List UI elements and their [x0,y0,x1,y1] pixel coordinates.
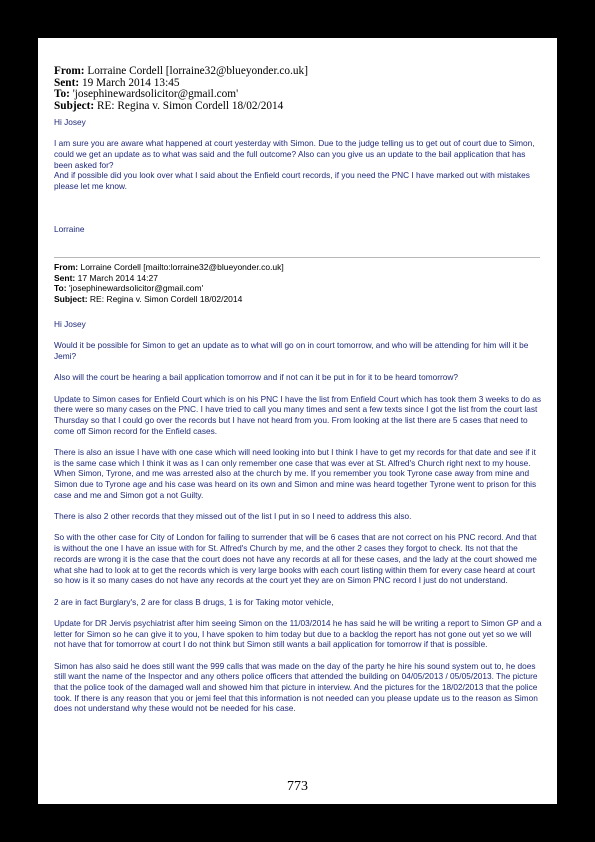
email2-sent: 17 March 2014 14:27 [77,272,158,283]
email2-subject: RE: Regina v. Simon Cordell 18/02/2014 [89,293,243,304]
email2-to-line: To: 'josephinewardsolicitor@gmail.com' [54,283,204,293]
body-paragraph: Would it be possible for Simon to get an update as to what will go on in court tomorrow, and who will be attending for him will it be Jemi? [54,340,529,361]
page-number: 773 [287,779,308,794]
email1-body [54,117,542,234]
email2-header [54,262,534,304]
email2-from: Lorraine Cordell [mailto:lorraine32@blueyonder.co.uk] [80,262,284,272]
email1-sent-line: Sent: 19 March 2014 13:45 [54,76,180,89]
body-paragraph: There is also 2 other records that they missed out of the list I put in so I need to address this also. [54,511,412,522]
body-paragraph: So with the other case for City of London for failing to surrender that will be 6 cases that are not correct on his PNC record. And that is without the one I have an issue with for St. Alfred's Church by me, and the other 2 cases they forgot to check. Its not that the records are wrong it is the case that the court does not have any records at all for these cases, and the lady at the court showed me what she had to look at to get the records which is very large books with each court listing within them for every case heard at court so how is it so many cases do not have any records at the court yet they are on Simon PNC record I just do not understand. [54,532,537,586]
email1-from-line: From: Lorraine Cordell [lorraine32@blueyonder.co.uk] [54,65,308,77]
email1-from: Lorraine Cordell [lorraine32@blueyonder.co.uk] [87,65,308,77]
body-paragraph: And if possible did you look over what I said about the Enfield court records, if you need the PNC I have marked out with mistakes please let me know. [54,170,530,192]
signature: Lorraine [54,223,85,234]
body-paragraph: Update to Simon cases for Enfield Court which is on his PNC I have the list from Enfield Court which has took them 3 weeks to do as there were so many cases on the PNC. I have tried to call you many times and sent a few texts since I got the list from the court last Thursday so that I could go over the records but I have not heard from you. From looking at the list there are 5 cases that need to come off Simon record for the Enfield cases. [54,393,541,436]
email1-subject-line: Subject: RE: Regina v. Simon Cordell 18/02/2014 [54,99,284,112]
email1-header [54,66,544,112]
body-paragraph: Update for DR Jervis psychiatrist after him seeing Simon on the 11/03/2014 he has said he will be writing a report to Simon GP and a letter for Simon so he can give it to you, I have spoken to him today but due to a backlog the report has not gone out yet so we will not have that for tomorrow at court I do not think but Simon still wants a bail application for tomorrow if that is possible. [54,617,542,650]
email1-to-line: To: 'josephinewardsolicitor@gmail.com' [54,88,239,101]
email1-to: 'josephinewardsolicitor@gmail.com' [72,88,239,101]
body-paragraph: Also will the court be hearing a bail application tomorrow and if not can it be put in for it to be heard tomorrow? [54,372,459,383]
email2-subject-line: Subject: RE: Regina v. Simon Cordell 18/02/2014 [54,293,243,304]
body-paragraph: I am sure you are aware what happened at court yesterday with Simon. Due to the judge telling us to get out of court due to Simon, could we get an update as to what was said and the full outcome? Also can you give us an update to the bail application that has been asked for? [54,138,535,170]
email2-sent-line: Sent: 17 March 2014 14:27 [54,272,158,283]
email2-body [54,319,542,714]
document-page [38,38,557,804]
body-paragraph: Simon has also said he does still want the 999 calls that was made on the day of the party he hire his sound system out to, he does still want the name of the Inspector and any others police officers that attended the building on 04/05/2013 / 05/05/2013. The picture that the police took of the damaged wall and showed him that picture in interview. And the pictures for the 18/02/2013 that the police took. If there is any reason that you or jemi feel that this information is not needed can you please update us to the reason as Simon does not understand why these would not be needed for his case. [54,660,538,714]
body-paragraph: 2 are in fact Burglary's, 2 are for class B drugs, 1 is for Taking motor vehicle, [54,596,334,607]
body-paragraph: Hi Josey [54,319,86,329]
email1-subject: RE: Regina v. Simon Cordell 18/02/2014 [97,99,284,112]
body-paragraph: Hi Josey [54,117,86,127]
body-paragraph: There is also an issue I have with one case which will need looking into but I think I have to get my records for that date and see if it is the same case which I think it was as I can only remember one case that was ever at St. Alfred's Church right next to my house. When Simon, Tyrone, and me was arrested also at the church by me. If you remember you took Tyrone case away from mine and Simon due to Tyrone age and his case was heard on its own and Simon and mine was heard together Tyrone went to prison for this case and me and Simon got a not Guilty. [54,447,537,500]
email1-sent: 19 March 2014 13:45 [81,76,180,89]
email2-from-line: From: Lorraine Cordell [mailto:lorraine32@blueyonder.co.uk] [54,262,284,272]
email-separator [54,257,540,258]
email2-to: 'josephinewardsolicitor@gmail.com' [68,283,204,293]
